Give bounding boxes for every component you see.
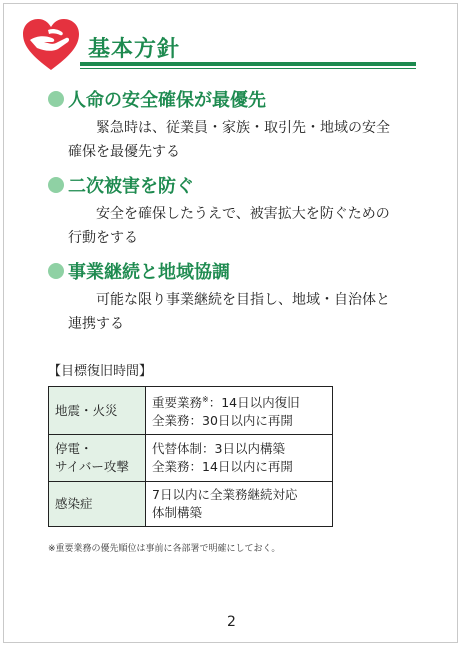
table-row-label: 地震・火災: [49, 387, 146, 435]
section-text-line: 安全を確保したうえで、被害拡大を防ぐための: [96, 206, 390, 222]
section-text-line: 連携する: [68, 316, 124, 332]
title-underline: [80, 62, 416, 66]
section-heading: 二次被害を防ぐ: [68, 176, 194, 197]
title-underline-thin: [80, 68, 416, 69]
bullet-icon: [48, 91, 64, 107]
section-text-line: 確保を最優先する: [68, 144, 180, 160]
table-row: [49, 482, 333, 527]
section-text-line: 緊急時は、従業員・家族・取引先・地域の安全: [96, 120, 390, 136]
heart-hands-icon: [22, 18, 80, 72]
table-row: [49, 387, 333, 435]
section-heading: 事業継続と地域協調: [68, 262, 230, 283]
section-heading: 人命の安全確保が最優先: [68, 90, 266, 111]
section-text: [48, 288, 428, 336]
section-text-line: 可能な限り事業継続を目指し、地域・自治体と: [96, 292, 390, 308]
page-title: 基本方針: [88, 37, 181, 62]
table-row-value: 7日以内に全業務継続対応 体制構築: [146, 482, 333, 527]
policy-section-continuity: [48, 258, 428, 336]
section-text-line: 行動をする: [68, 230, 138, 246]
section-text: [48, 116, 428, 164]
policy-section-safety: [48, 86, 428, 164]
footnote: ※重要業務の優先順位は事前に各部署で明確にしておく。: [48, 544, 281, 554]
page-number: 2: [227, 614, 236, 630]
table-row-value: 代替体制：3日以内構築 全業務：14日以内に再開: [146, 435, 333, 482]
policy-section-secondary-damage: [48, 172, 428, 250]
bullet-icon: [48, 177, 64, 193]
bullet-icon: [48, 263, 64, 279]
recovery-targets-label: 【目標復旧時間】: [48, 364, 153, 379]
table-row-value: 重要業務※：14日以内復旧 全業務：30日以内に再開: [146, 387, 333, 435]
table-row-label: 停電・ サイバー攻撃: [49, 435, 146, 482]
table-row: [49, 435, 333, 482]
section-text: [48, 202, 428, 250]
table-row-label: 感染症: [49, 482, 146, 527]
recovery-targets-table: [48, 386, 333, 527]
